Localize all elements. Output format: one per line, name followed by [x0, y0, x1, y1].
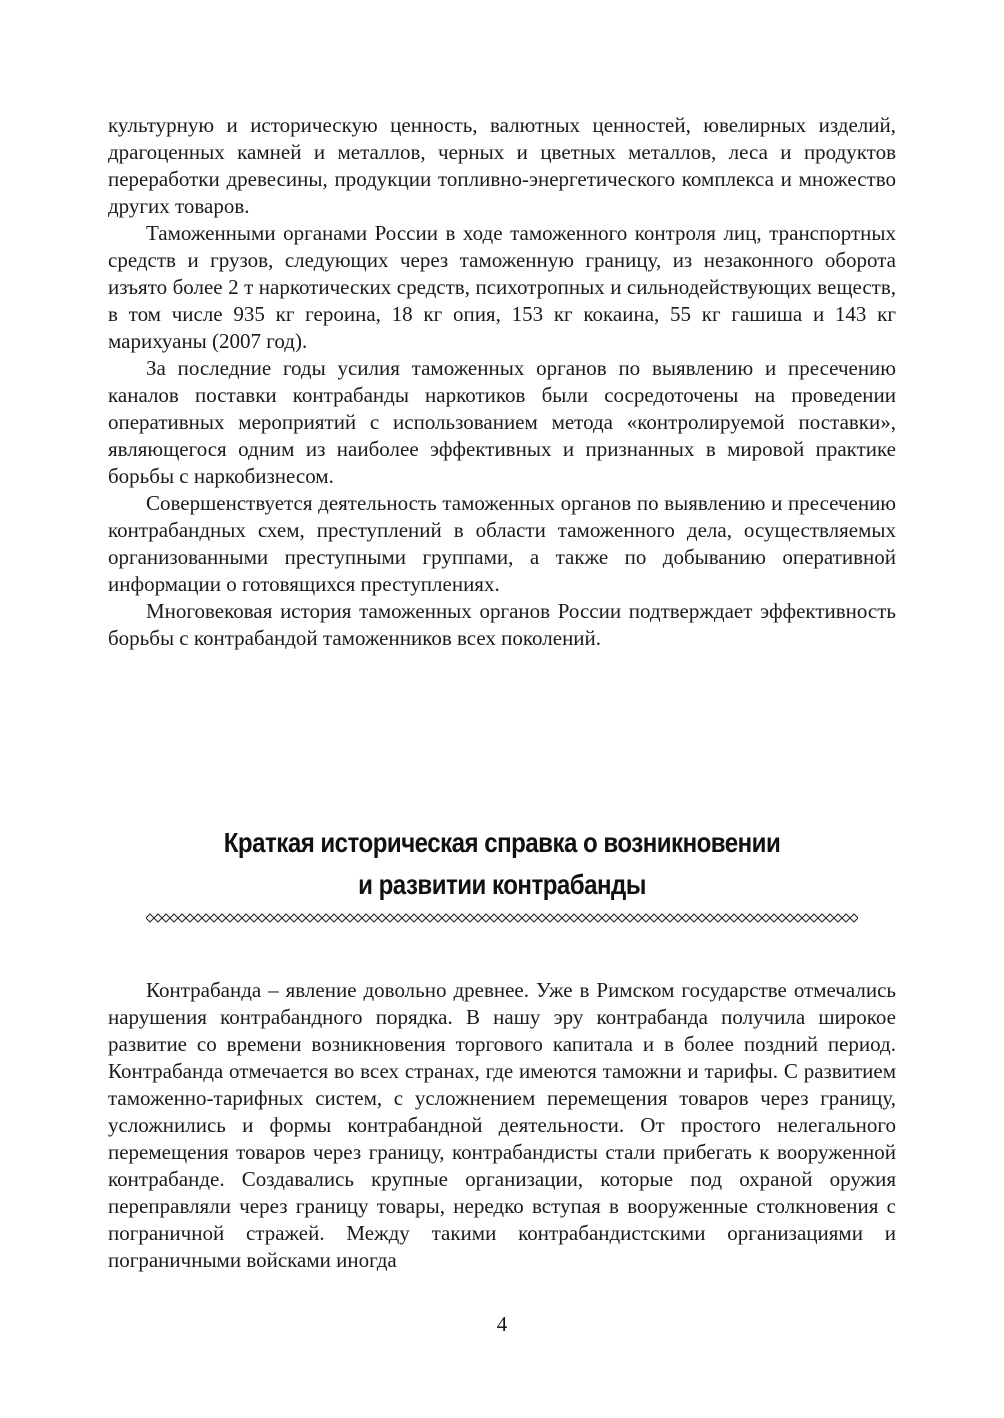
section-heading-line-2: и развитии контрабанды: [358, 869, 646, 900]
intro-text-block: [108, 112, 896, 652]
decorative-diamond-rule: [146, 912, 858, 924]
section-header: [108, 822, 896, 924]
paragraph-continued: культурную и историческую ценность, валютных ценностей, ювелирных изделий, драгоценных камней и металлов, черных и цветных металлов, леса и продуктов переработки древесины, продукции топливно-энергетического комплекса и множество других товаров.: [108, 113, 896, 218]
paragraph-drug-seizures: Таможенными органами России в ходе таможенного контроля лиц, транспортных средств и грузов, следующих через таможенную границу, из незаконного оборота изъято более 2 т наркотических средств, психотропных и сильнодействующих веществ, в том числе 935 кг героина, 18 кг опия, 153 кг кокаина, 55 кг гашиша и 143 кг марихуаны (2007 год).: [108, 221, 896, 353]
section-body: [108, 977, 896, 1274]
page-number: 4: [496, 1312, 508, 1336]
paragraph-controlled-delivery: За последние годы усилия таможенных органов по выявлению и пресечению каналов поставки контрабанды наркотиков были сосредоточены на проведении оперативных мероприятий с использованием метода «контролируемой поставки», являющегося одним из наиболее эффективных и признанных в мировой практике борьбы с наркобизнесом.: [108, 356, 896, 488]
section-heading-line-1: Краткая историческая справка о возникновении: [223, 827, 781, 858]
paragraph-history-effectiveness: Многовековая история таможенных органов России подтверждает эффективность борьбы с контрабандой таможенников всех поколений.: [108, 599, 896, 650]
paragraph-organized-crime: Совершенствуется деятельность таможенных органов по выявлению и пресечению контрабандных схем, преступлений в области таможенного дела, осуществляемых организованными преступными группами, а также по добыванию оперативной информации о готовящихся преступлениях.: [108, 491, 896, 596]
paragraph-smuggling-history: Контрабанда – явление довольно древнее. Уже в Римском государстве отмечались нарушения контрабандного порядка. В нашу эру контрабанда получила широкое развитие со времени возникновения торгового капитала и в более поздний период. Контрабанда отмечается во всех странах, где имеются таможни и тарифы. С развитием таможенно-тарифных систем, с усложнением перемещения товаров через границу, усложнились и формы контрабандной деятельности. От простого нелегального перемещения товаров через границу, контрабандисты стали прибегать к вооруженной контрабанде. Создавались крупные организации, которые под охраной оружия переправляли через границу товары, нередко вступая в вооруженные столкновения с пограничной стражей. Между такими контрабандистскими организациями и пограничными войсками иногда: [108, 978, 896, 1272]
